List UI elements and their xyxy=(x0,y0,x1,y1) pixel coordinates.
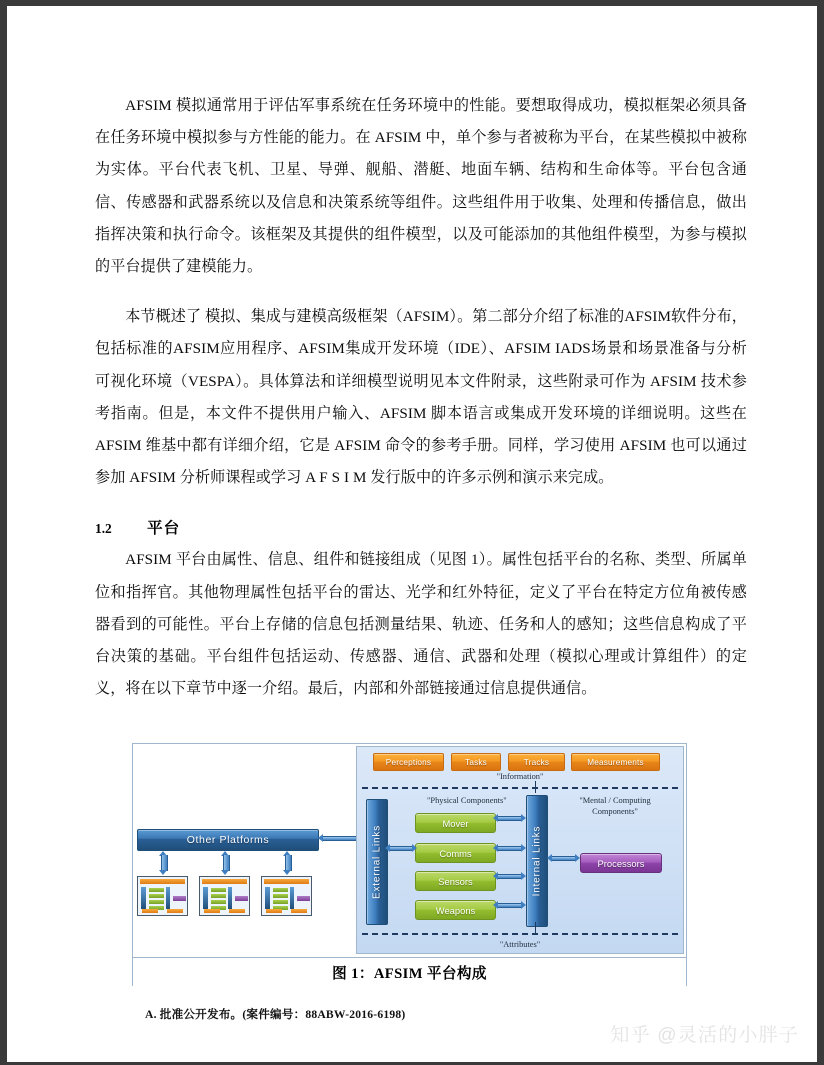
document-page xyxy=(7,6,817,1062)
platform-connector-arrow xyxy=(159,851,168,875)
footnote xyxy=(145,1006,405,1022)
document-body xyxy=(95,90,747,705)
information-box-tasks: Tasks xyxy=(451,753,501,771)
platform-connector-arrow xyxy=(283,851,292,875)
thumbnail-footer-bar xyxy=(291,909,307,913)
thumbnail-info-bar xyxy=(264,879,309,884)
footnote-id: A. xyxy=(145,1008,157,1021)
arrow-head-right-icon xyxy=(412,844,417,852)
thumbnail-processor xyxy=(173,896,186,901)
sensors-to-internal-links-arrow xyxy=(493,872,526,881)
paragraph-3: AFSIM 平台由属性、信息、组件和链接组成（见图 1）。属性包括平台的名称、类型、所属单位和指挥官。其他物理属性包括平台的雷达、光学和红外特征，定义了平台在特定方位角被传感器看到的可能性。平台上存储的信息包括测量结果、轨迹、任务和人的感知；这些信息构成了平台决策的基础。平台组件包括运动、传感器、通信、武器和处理（模拟心理或计算组件）的定义，将在以下章节中逐一介绍。最后，内部和外部链接通过信息提供通信。 xyxy=(95,552,747,698)
other-platforms-box: Other Platforms xyxy=(137,829,319,851)
thumbnail-component xyxy=(273,894,288,898)
arrow-shaft xyxy=(390,846,412,851)
arrow-shaft xyxy=(498,816,521,821)
thumbnail-footer-bar xyxy=(167,909,183,913)
platform-connector-arrow xyxy=(221,851,230,875)
internal-links-top-tick xyxy=(535,781,536,793)
physical-components-label: "Physical Components" xyxy=(427,796,507,805)
comms-to-internal-links-arrow xyxy=(493,844,526,853)
internal-links-column xyxy=(526,795,548,927)
arrow-head-down-icon xyxy=(159,870,167,875)
thumbnail-component xyxy=(211,900,226,904)
thumbnail-footer-bar xyxy=(229,909,245,913)
component-box-sensors: Sensors xyxy=(415,871,496,891)
arrow-head-down-icon xyxy=(283,870,291,875)
information-box-measurements: Measurements xyxy=(571,753,660,771)
information-section-label: "Information" xyxy=(496,772,544,781)
arrow-shaft xyxy=(498,874,521,879)
component-box-mover: Mover xyxy=(415,813,496,833)
external-links-column xyxy=(366,799,388,925)
weapons-to-internal-links-arrow xyxy=(493,901,526,910)
thumbnail-external-links xyxy=(203,887,208,909)
thumbnail-processor xyxy=(297,896,310,901)
footnote-text: 批准公开发布。(案件编号：88ABW-2016-6198) xyxy=(159,1008,406,1021)
section-number: 1.2 xyxy=(95,521,112,537)
thumbnail-component xyxy=(211,894,226,898)
arrow-shaft xyxy=(223,855,230,871)
arrow-shaft xyxy=(552,856,575,861)
thumbnail-info-bar xyxy=(140,879,185,884)
arrow-head-right-icon xyxy=(521,901,526,909)
attributes-divider xyxy=(362,933,678,935)
thumbnail-external-links xyxy=(265,887,270,909)
arrow-head-down-icon xyxy=(221,870,229,875)
thumbnail-info-bar xyxy=(202,879,247,884)
mental-components-label: "Mental / Computing Components" xyxy=(579,796,651,816)
thumbnail-component xyxy=(211,888,226,892)
platform-thumbnail xyxy=(199,876,250,916)
thumbnail-internal-links xyxy=(228,887,232,909)
arrow-shaft xyxy=(498,903,521,908)
arrow-shaft xyxy=(323,836,359,841)
information-divider xyxy=(362,787,678,789)
arrow-head-right-icon xyxy=(521,814,526,822)
thumbnail-component xyxy=(149,894,164,898)
thumbnail-internal-links xyxy=(290,887,294,909)
thumbnail-processor xyxy=(235,896,248,901)
internal-links-label: Internal Links xyxy=(531,825,543,897)
arrow-head-right-icon xyxy=(521,872,526,880)
thumbnail-internal-links xyxy=(166,887,170,909)
section-title: 平台 xyxy=(147,520,181,538)
paragraph-1: AFSIM 模拟通常用于评估军事系统在任务环境中的性能。要想取得成功，模拟框架必须具备在任务环境中模拟参与方性能的能力。在 AFSIM 中，单个参与者被称为平台，在某些模拟中被称为实体。平台代表飞机、卫星、导弹、舰船、潜艇、地面车辆、结构和生命体等。平台包含通信、传感器和武器系统以及信息和决策系统等组件。这些组件用于收集、处理和传播信息，做出指挥决策和执行命令。该框架及其提供的组件模型，以及可能添加的其他组件模型，为参与模拟的平台提供了建模能力。 xyxy=(95,98,747,276)
thumbnail-component xyxy=(149,900,164,904)
thumbnail-component xyxy=(149,888,164,892)
thumbnail-component xyxy=(273,900,288,904)
platform-thumbnail xyxy=(137,876,188,916)
arrow-head-right-icon xyxy=(575,854,580,862)
component-box-weapons: Weapons xyxy=(415,900,496,920)
figure-1 xyxy=(132,743,687,986)
thumbnail-footer-bar xyxy=(204,909,220,913)
processors-box: Processors xyxy=(580,853,662,873)
figure-caption: 图 1：AFSIM 平台构成 xyxy=(133,957,686,987)
attributes-section-label: "Attributes" xyxy=(499,940,541,949)
arrow-shaft xyxy=(161,855,168,871)
information-box-perceptions: Perceptions xyxy=(373,753,444,771)
thumbnail-component xyxy=(273,888,288,892)
figure-canvas xyxy=(133,744,686,956)
watermark: 知乎 @灵活的小胖子 xyxy=(610,1025,799,1046)
platform-thumbnail xyxy=(261,876,312,916)
section-heading xyxy=(95,516,747,538)
mover-to-internal-links-arrow xyxy=(493,814,526,823)
paragraph-2: 本节概述了 模拟、集成与建模高级框架（AFSIM）。第二部分介绍了标准的AFSIM软件分布，包括标准的AFSIM应用程序、AFSIM集成开发环境（IDE）、AFSIM IADS场景和场景准备与分析可视化环境（VESPA）。具体算法和详细模型说明见本文件附录，这些附录可作为 AFSIM 技术参考指南。但是，本文件不提供用户输入、AFSIM 脚本语言或集成开发环境的详细说明。这些在 AFSIM 维基中都有详细介绍，它是 AFSIM 命令的参考手册。同样，学习使用 AFSIM 也可以通过参加 AFSIM 分析师课程或学习 A F S I M 发行版中的许多示例和演示来完成。 xyxy=(95,309,747,487)
information-box-tracks: Tracks xyxy=(508,753,565,771)
arrow-head-right-icon xyxy=(521,844,526,852)
component-box-comms: Comms xyxy=(415,843,496,863)
internal-links-bottom-tick xyxy=(535,922,536,933)
external-links-to-comms-arrow xyxy=(385,844,417,853)
external-links-label: External Links xyxy=(371,824,383,900)
thumbnail-footer-bar xyxy=(142,909,158,913)
internal-links-to-processors-arrow xyxy=(547,854,580,863)
arrow-shaft xyxy=(498,846,521,851)
thumbnail-footer-bar xyxy=(266,909,282,913)
arrow-shaft xyxy=(285,855,292,871)
thumbnail-external-links xyxy=(141,887,146,909)
